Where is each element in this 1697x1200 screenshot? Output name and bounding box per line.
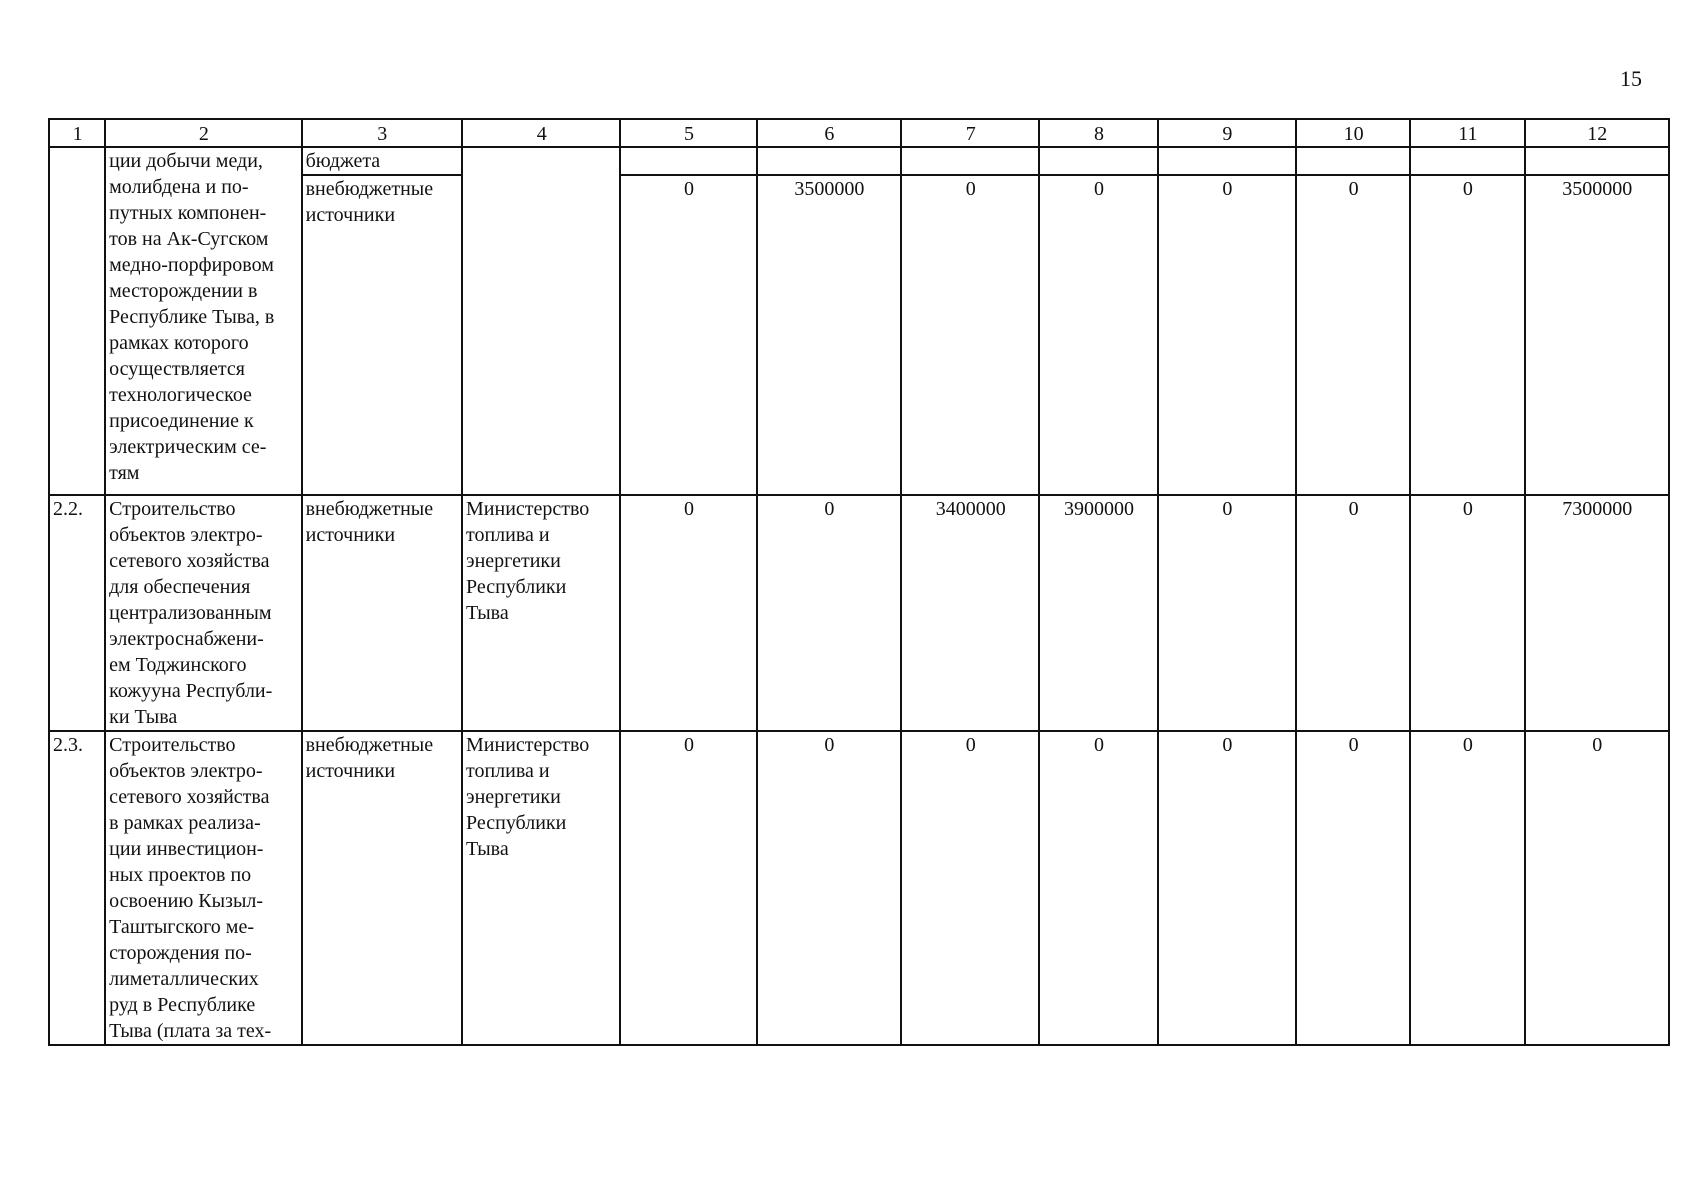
header-cell: 6 bbox=[757, 119, 901, 147]
header-cell: 10 bbox=[1296, 119, 1410, 147]
row-number-cell bbox=[49, 147, 105, 495]
value-cell-empty bbox=[757, 147, 901, 175]
value-cell: 0 bbox=[757, 731, 901, 1045]
funding-source-cell: внебюджетные источники bbox=[302, 175, 462, 495]
value-cell: 0 bbox=[1039, 175, 1157, 495]
program-table bbox=[48, 118, 1670, 1046]
value-cell: 0 bbox=[1410, 731, 1524, 1045]
measure-name-cell: Строительство объектов электро- сетевого хозяйства для обеспечения централизованным электроснабжени- ем Тоджинского кожууна Республи- ки Тыва bbox=[105, 495, 301, 731]
value-cell-empty bbox=[1410, 147, 1524, 175]
measure-name-cell: ции добычи меди, молибдена и по- путных компонен- тов на Ак-Сугском медно-порфировом месторождении в Республике Тыва, в рамках которого осуществляется технологическое присоединение к электрическим се- тям bbox=[105, 147, 301, 495]
value-cell: 0 bbox=[620, 731, 756, 1045]
value-cell: 7300000 bbox=[1525, 495, 1669, 731]
executor-cell bbox=[462, 147, 620, 495]
value-cell: 0 bbox=[1296, 495, 1410, 731]
value-cell: 0 bbox=[901, 175, 1039, 495]
table-header-row bbox=[49, 119, 1669, 147]
header-cell: 3 bbox=[302, 119, 462, 147]
header-cell: 4 bbox=[462, 119, 620, 147]
value-cell: 0 bbox=[620, 175, 756, 495]
value-cell: 0 bbox=[1039, 731, 1157, 1045]
row-number-cell: 2.2. bbox=[49, 495, 105, 731]
table-row bbox=[49, 495, 1669, 731]
value-cell: 3500000 bbox=[757, 175, 901, 495]
value-cell: 3400000 bbox=[901, 495, 1039, 731]
value-cell: 3900000 bbox=[1039, 495, 1157, 731]
header-cell: 2 bbox=[105, 119, 301, 147]
value-cell-empty bbox=[1525, 147, 1669, 175]
value-cell-empty bbox=[620, 147, 756, 175]
value-cell-empty bbox=[901, 147, 1039, 175]
page-number: 15 bbox=[1620, 66, 1642, 91]
value-cell: 0 bbox=[1158, 495, 1296, 731]
value-cell: 0 bbox=[1410, 495, 1524, 731]
value-cell: 0 bbox=[1296, 175, 1410, 495]
value-cell: 0 bbox=[901, 731, 1039, 1045]
executor-cell: Министерство топлива и энергетики Республики Тыва bbox=[462, 731, 620, 1045]
value-cell: 0 bbox=[1410, 175, 1524, 495]
header-cell: 5 bbox=[620, 119, 756, 147]
table-row bbox=[49, 147, 1669, 175]
value-cell-empty bbox=[1296, 147, 1410, 175]
row-number-cell: 2.3. bbox=[49, 731, 105, 1045]
header-cell: 7 bbox=[901, 119, 1039, 147]
value-cell-empty bbox=[1158, 147, 1296, 175]
header-cell: 12 bbox=[1525, 119, 1669, 147]
value-cell: 0 bbox=[757, 495, 901, 731]
header-cell: 9 bbox=[1158, 119, 1296, 147]
value-cell: 0 bbox=[1158, 175, 1296, 495]
executor-cell: Министерство топлива и энергетики Республики Тыва bbox=[462, 495, 620, 731]
header-cell: 8 bbox=[1039, 119, 1157, 147]
value-cell: 0 bbox=[1525, 731, 1669, 1045]
value-cell: 0 bbox=[620, 495, 756, 731]
funding-source-cell: внебюджетные источники bbox=[302, 731, 462, 1045]
funding-source-cell: внебюджетные источники bbox=[302, 495, 462, 731]
value-cell: 0 bbox=[1158, 731, 1296, 1045]
value-cell: 3500000 bbox=[1525, 175, 1669, 495]
header-cell: 11 bbox=[1410, 119, 1524, 147]
measure-name-cell: Строительство объектов электро- сетевого хозяйства в рамках реализа- ции инвестицион- ных проектов по освоению Кызыл- Таштыгского ме- сторождения по- лиметаллических руд в Республике Тыва (плата за тех- bbox=[105, 731, 301, 1045]
value-cell-empty bbox=[1039, 147, 1157, 175]
value-cell: 0 bbox=[1296, 731, 1410, 1045]
header-cell: 1 bbox=[49, 119, 105, 147]
funding-source-cell: бюджета bbox=[302, 147, 462, 175]
table-row bbox=[49, 731, 1669, 1045]
